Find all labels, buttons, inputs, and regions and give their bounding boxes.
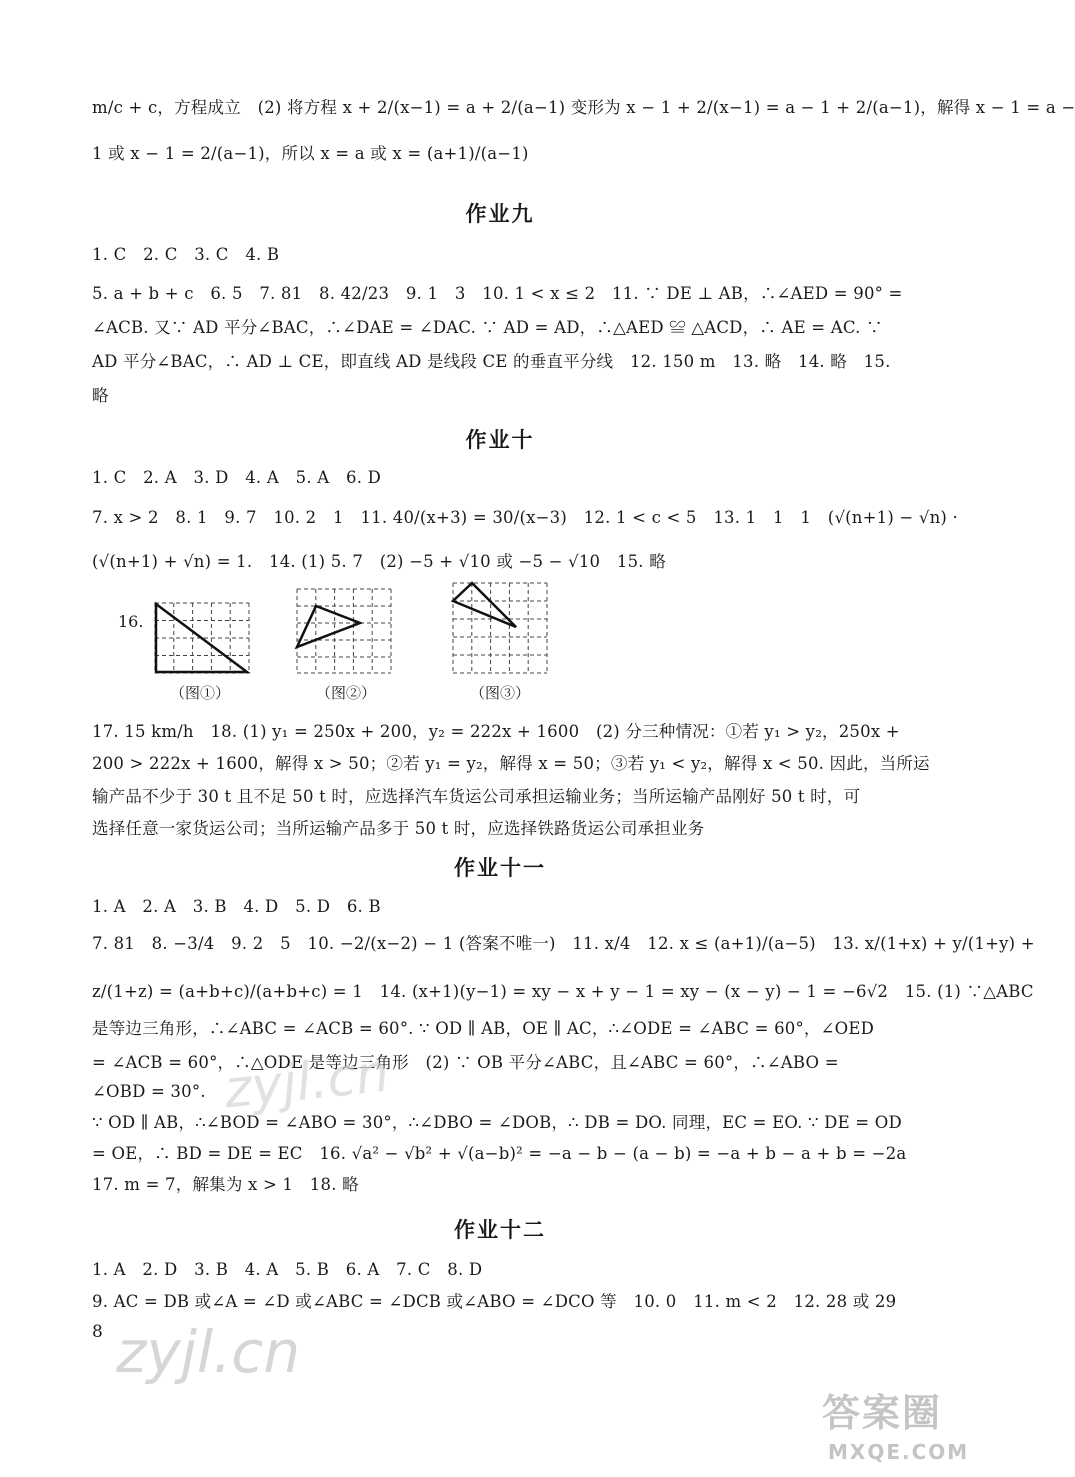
page-number: 8	[92, 1322, 103, 1342]
text-line: 输产品不少于 30 t 且不足 50 t 时，应选择汽车货运公司承担运输业务；当所运输产品刚好 50 t 时，可	[92, 787, 861, 806]
text-line: 1. C 2. C 3. C 4. B	[92, 245, 280, 264]
watermark-text: zyjl.cn	[221, 1043, 392, 1121]
figure-number: 16.	[118, 612, 144, 631]
figure-caption: （图③）	[470, 684, 531, 702]
text-line: ∠OBD = 30°.	[92, 1082, 206, 1101]
text-line: m/c + c，方程成立 (2) 将方程 x + 2/(x−1) = a + 2/(a−1) 变形为 x − 1 + 2/(x−1) = a − 1 + 2/(a−1)，解得 x − 1 = a −	[92, 98, 1075, 117]
section-title: 作业九	[465, 202, 535, 226]
text-line: 5. a + b + c 6. 5 7. 81 8. 42/23 9. 1 3 10. 1 < x ≤ 2 11. ∵ DE ⊥ AB，∴∠AED = 90° =	[92, 284, 903, 303]
text-line: = ∠ACB = 60°，∴△ODE 是等边三角形 (2) ∵ OB 平分∠ABC，且∠ABC = 60°，∴∠ABO =	[92, 1053, 839, 1072]
watermark-text: zyjl.cn	[116, 1318, 301, 1386]
figure-caption: （图②）	[316, 684, 377, 702]
text-line: ∵ OD ∥ AB，∴∠BOD = ∠ABO = 30°，∴∠DBO = ∠DOB，∴ DB = DO. 同理，EC = EO. ∵ DE = OD	[92, 1113, 902, 1132]
section-title: 作业十二	[454, 1218, 546, 1242]
grid-figure-3	[452, 582, 548, 674]
watermark-url: MXQE.COM	[828, 1440, 970, 1464]
text-line: AD 平分∠BAC，∴ AD ⊥ CE，即直线 AD 是线段 CE 的垂直平分线 12. 150 m 13. 略 14. 略 15.	[92, 352, 891, 371]
text-line: 7. 81 8. −3/4 9. 2 5 10. −2/(x−2) − 1 (答案不唯一) 11. x/4 12. x ≤ (a+1)/(a−5) 13. x/(1+x) + y/(1+y) +	[92, 934, 1035, 953]
figure-caption: （图①）	[170, 684, 231, 702]
text-line: 是等边三角形，∴∠ABC = ∠ACB = 60°. ∵ OD ∥ AB，OE ∥ AC，∴∠ODE = ∠ABC = 60°，∠OED	[92, 1019, 875, 1038]
text-line: 9. AC = DB 或∠A = ∠D 或∠ABC = ∠DCB 或∠ABO = ∠DCO 等 10. 0 11. m < 2 12. 28 或 29	[92, 1292, 897, 1311]
text-line: 7. x > 2 8. 1 9. 7 10. 2 1 11. 40/(x+3) = 30/(x−3) 12. 1 < c < 5 13. 1 1 1 (√(n+1) − √n) ·	[92, 508, 958, 527]
text-line: (√(n+1) + √n) = 1. 14. (1) 5. 7 (2) −5 + √10 或 −5 − √10 15. 略	[92, 552, 666, 571]
text-line: 17. 15 km/h 18. (1) y₁ = 250x + 200，y₂ = 222x + 1600 (2) 分三种情况：①若 y₁ > y₂，250x +	[92, 722, 900, 741]
text-line: 1 或 x − 1 = 2/(a−1)，所以 x = a 或 x = (a+1)/(a−1)	[92, 144, 529, 163]
section-title: 作业十	[465, 428, 535, 452]
text-line: 选择任意一家货运公司；当所运输产品多于 50 t 时，应选择铁路货运公司承担业务	[92, 819, 705, 838]
text-line: 略	[92, 386, 109, 405]
text-line: 200 > 222x + 1600，解得 x > 50；②若 y₁ = y₂，解得 x = 50；③若 y₁ < y₂，解得 x < 50. 因此，当所运	[92, 754, 930, 773]
grid-figure-2	[296, 588, 392, 674]
text-line: 1. A 2. A 3. B 4. D 5. D 6. B	[92, 897, 381, 916]
text-line: 17. m = 7，解集为 x > 1 18. 略	[92, 1175, 359, 1194]
text-line: 1. A 2. D 3. B 4. A 5. B 6. A 7. C 8. D	[92, 1260, 483, 1279]
watermark-logo: 答案圈	[822, 1391, 943, 1435]
section-title: 作业十一	[454, 856, 546, 880]
grid-figure-1	[154, 602, 250, 674]
text-line: ∠ACB. 又∵ AD 平分∠BAC，∴∠DAE = ∠DAC. ∵ AD = AD，∴△AED ≌ △ACD，∴ AE = AC. ∵	[92, 318, 883, 337]
text-line: 1. C 2. A 3. D 4. A 5. A 6. D	[92, 468, 382, 487]
text-line: = OE，∴ BD = DE = EC 16. √a² − √b² + √(a−b)² = −a − b − (a − b) = −a + b − a + b = −2a	[92, 1144, 907, 1163]
text-line: z/(1+z) = (a+b+c)/(a+b+c) = 1 14. (x+1)(y−1) = xy − x + y − 1 = xy − (x − y) − 1 = −6√2 15. (1) ∵△ABC	[92, 982, 1034, 1001]
